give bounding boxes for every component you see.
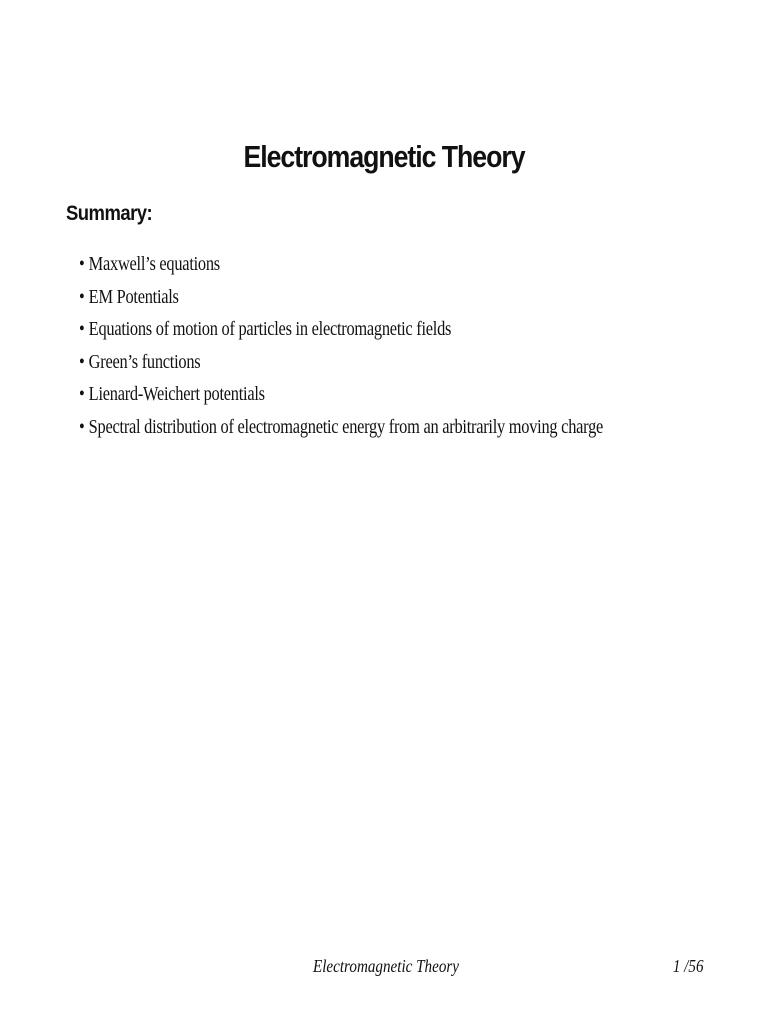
list-item-text: Green’s functions [88, 351, 201, 373]
list-item-text: EM Potentials [88, 286, 179, 308]
list-item [79, 251, 603, 284]
bullet-icon: • [79, 416, 85, 438]
bullet-icon: • [79, 319, 85, 340]
bullet-icon: • [79, 384, 85, 405]
list-item-text: Lienard-Weichert potentials [88, 384, 265, 405]
list-item [79, 414, 603, 447]
list-item-text: Maxwell’s equations [88, 254, 220, 275]
list-item [79, 381, 603, 414]
list-item [79, 316, 603, 349]
summary-list [79, 251, 603, 446]
list-item [79, 349, 603, 382]
bullet-icon: • [79, 351, 85, 373]
page-title: Electromagnetic Theory [243, 138, 525, 174]
bullet-icon: • [79, 254, 85, 275]
list-item [79, 284, 603, 317]
list-item-text: Spectral distribution of electromagnetic energy from an arbitrarily moving charge [88, 416, 604, 438]
footer-title: Electromagnetic Theory [312, 956, 459, 976]
page-number: 1 /56 [673, 956, 704, 976]
bullet-icon: • [79, 286, 85, 308]
summary-heading: Summary: [66, 202, 153, 225]
list-item-text: Equations of motion of particles in electromagnetic fields [88, 319, 452, 340]
